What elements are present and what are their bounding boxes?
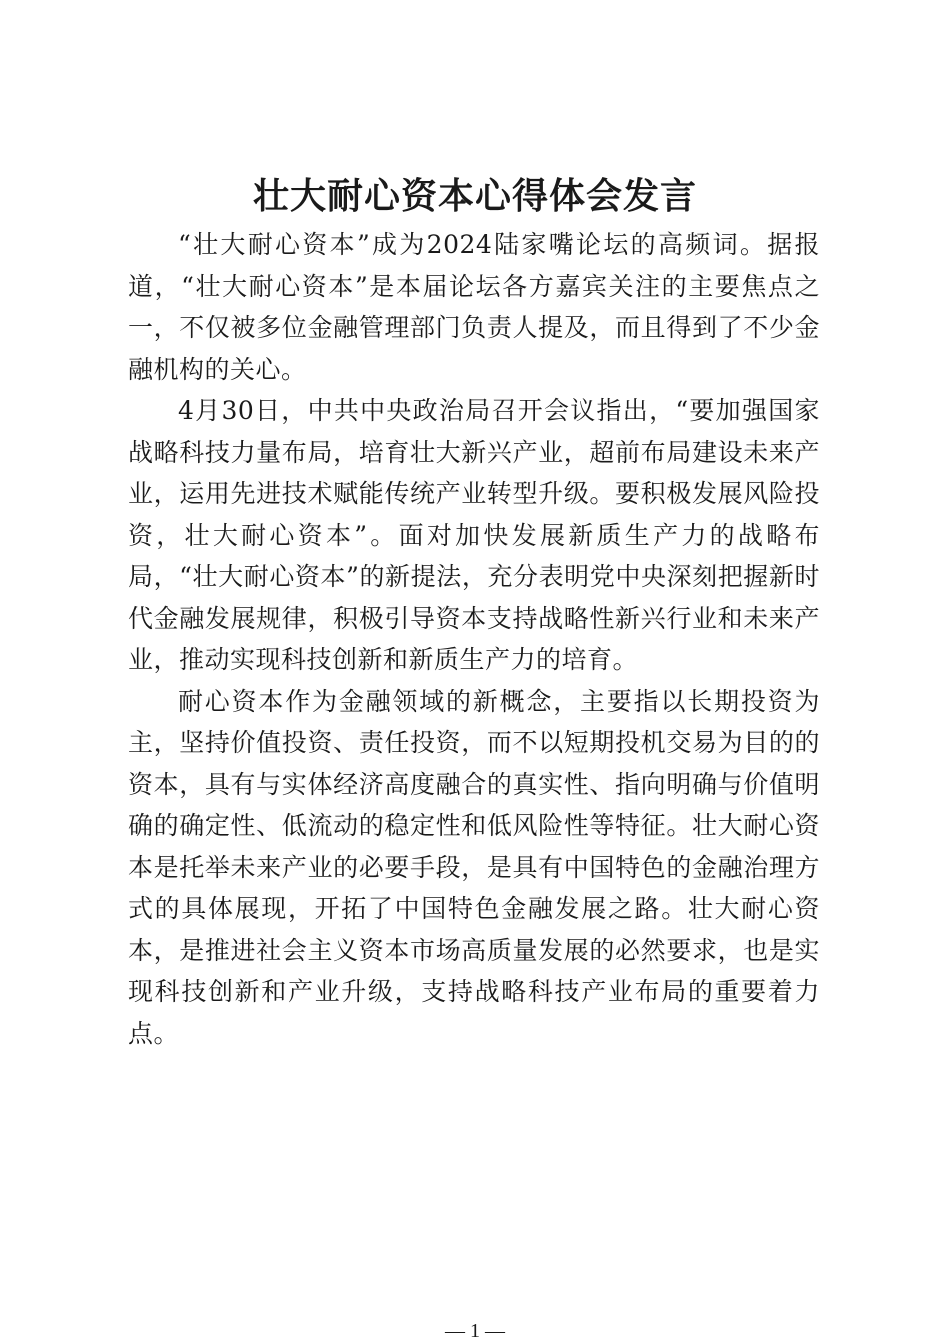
paragraph-3: 耐心资本作为金融领域的新概念，主要指以长期投资为主，坚持价值投资、责任投资，而不以短期投机交易为目的的资本，具有与实体经济高度融合的真实性、指向明确与价值明确的确定性、低流动的稳定性和低风险性等特征。壮大耐心资本是托举未来产业的必要手段，是具有中国特色的金融治理方式的具体展现，开拓了中国特色金融发展之路。壮大耐心资本，是推进社会主义资本市场高质量发展的必然要求，也是实现科技创新和产业升级，支持战略科技产业布局的重要着力点。 xyxy=(128,686,820,1048)
paragraph-1: “壮大耐心资本”成为2024陆家嘴论坛的高频词。据报道，“壮大耐心资本”是本届论坛各方嘉宾关注的主要焦点之一，不仅被多位金融管理部门负责人提及，而且得到了不少金融机构的关心。 xyxy=(128,230,820,384)
paragraph-2: 4月30日，中共中央政治局召开会议指出，“要加强国家战略科技力量布局，培育壮大新兴产业，超前布局建设未来产业，运用先进技术赋能传统产业转型升级。要积极发展风险投资，壮大耐心资本”。面对加快发展新质生产力的战略布局，“壮大耐心资本”的新提法，充分表明党中央深刻把握新时代金融发展规律，积极引导资本支持战略性新兴行业和未来产业，推动实现科技创新和新质生产力的培育。 xyxy=(128,396,820,674)
document-title: 壮大耐心资本心得体会发言 xyxy=(252,175,697,217)
page-number: — 1 — xyxy=(445,1320,505,1342)
document-body xyxy=(128,224,820,1054)
